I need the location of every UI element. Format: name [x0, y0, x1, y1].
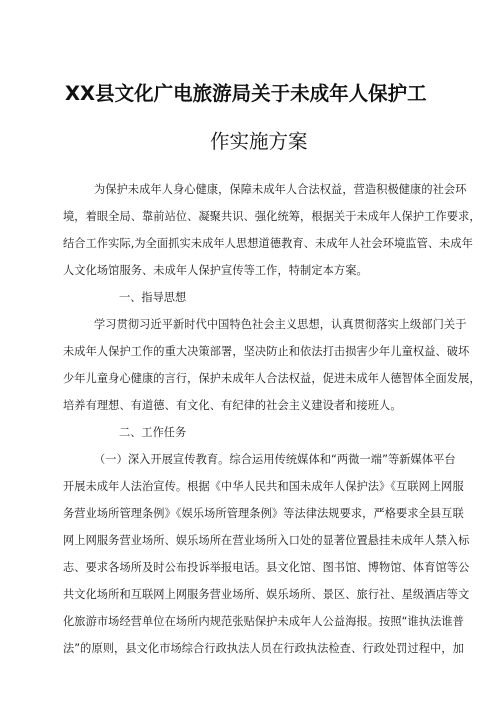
- paragraph-line: 开展未成年人法治宣传。根据《中华人民共和国未成年人保护法》《互联网上网服: [63, 480, 464, 493]
- paragraph-line: 培养有理想、有道德、有文化、有纪律的社会主义建设者和接班人。: [63, 399, 402, 412]
- paragraph-line: 人文化场馆服务、未成年人保护宣传等工作，特制定本方案。: [63, 264, 368, 277]
- paragraph-line: 结合工作实际,为全面抓实未成年人思想道德教育、未成年人社会环境监管、未成年: [63, 237, 474, 250]
- paragraph-line: 化旅游市场经营单位在场所内规范张贴保护未成年人公益海报。按照“谁执法谁普: [63, 615, 464, 628]
- document-title-line1: XX县文化广电旅游局关于未成年人保护工: [65, 82, 427, 105]
- paragraph-line: 志、要求各场所及时公布投诉举报电话。县文化馆、图书馆、博物馆、体育馆等公: [63, 561, 470, 574]
- paragraph-line: 为保护未成年人身心健康，保障未成年人合法权益，营造积极健康的社会环: [94, 183, 467, 196]
- section-heading: 二、工作任务: [119, 426, 187, 439]
- paragraph-line: 法”的原则，县文化市场综合行政执法人员在行政执法检查、行政处罚过程中，加: [63, 642, 464, 655]
- paragraph-line: 境，着眼全局、靠前站位、凝聚共识、强化统筹，根据关于未成年人保护工作要求，: [63, 210, 481, 223]
- section-heading: 一、指导思想: [119, 291, 187, 304]
- document-title-line2: 作实施方案: [210, 130, 308, 153]
- paragraph-line: 共文化场所和互联网上网服务营业场所、娱乐场所、景区、旅行社、星级酒店等文: [63, 588, 470, 601]
- paragraph-line: 学习贯彻习近平新时代中国特色社会主义思想，认真贯彻落实上级部门关于: [94, 318, 467, 331]
- paragraph-line: 网上网服务营业场所、娱乐场所在营业场所入口处的显著位置悬挂未成年人禁入标: [63, 534, 470, 547]
- paragraph-line: 务营业场所管理条例》《娱乐场所管理条例》等法律法规要求，严格要求全县互联: [63, 507, 464, 520]
- paragraph-line: （一）深入开展宣传教育。综合运用传统媒体和“两微一端”等新媒体平台: [94, 453, 456, 466]
- paragraph-line: 未成年人保护工作的重大决策部署，坚决防止和依法打击损害少年儿童权益、破坏: [63, 345, 470, 358]
- paragraph-line: 少年儿童身心健康的言行，保护未成年人合法权益，促进未成年人德智体全面发展，: [63, 372, 481, 385]
